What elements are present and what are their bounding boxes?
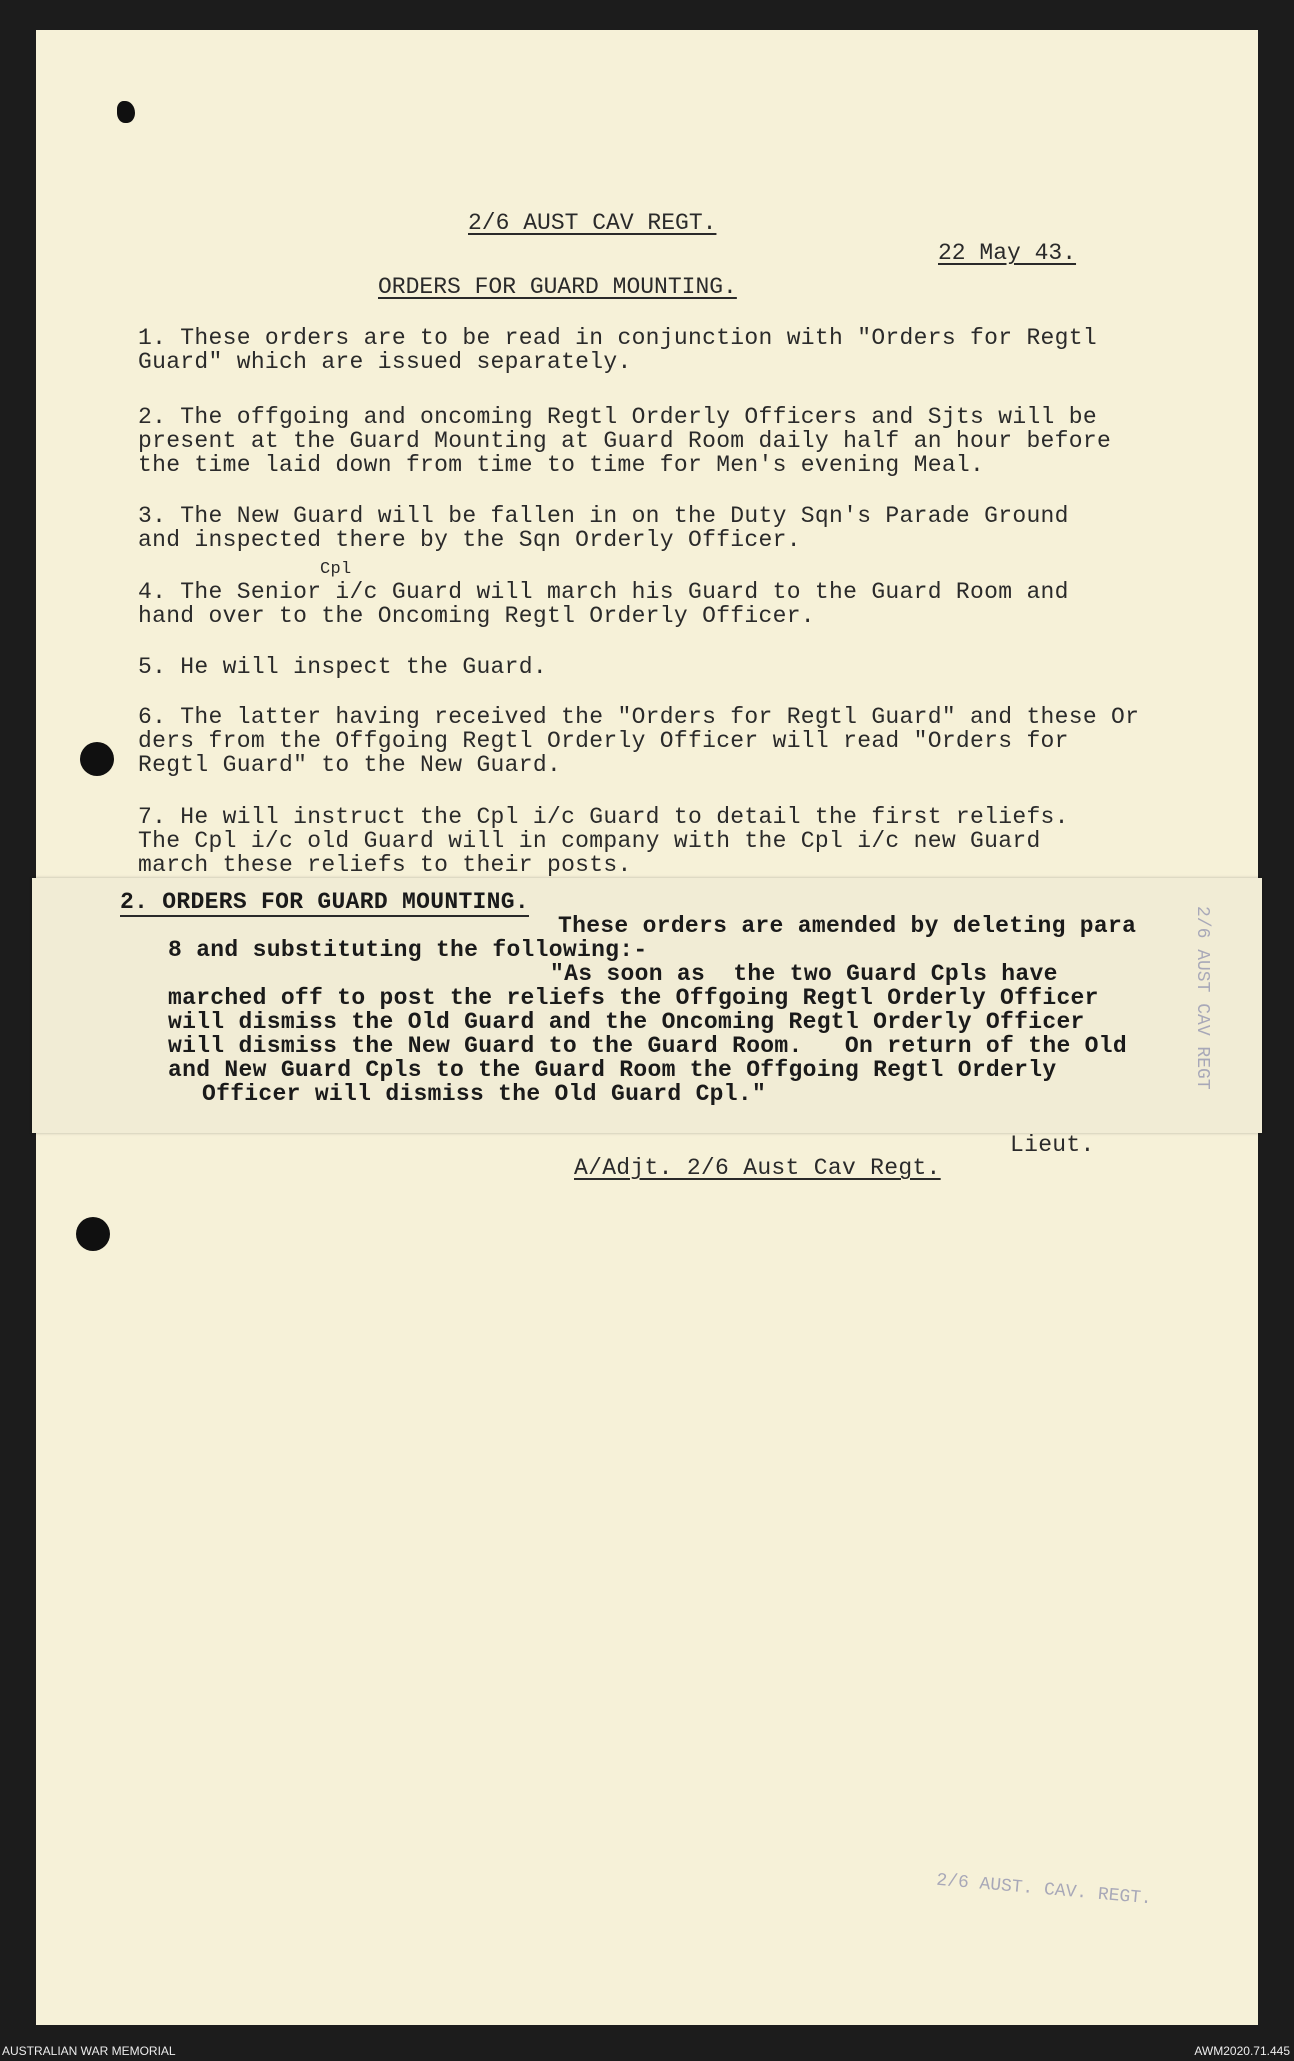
paragraph-3-line-1: 3. The New Guard will be fallen in on the Duty Sqn's Parade Ground [138,503,1069,529]
footer-source: AUSTRALIAN WAR MEMORIAL [2,2044,176,2058]
amendment-line-6: will dismiss the New Guard to the Guard Room. On return of the Old [168,1033,1127,1059]
bottom-stamp: 2/6 AUST. CAV. REGT. [935,1870,1153,1910]
amendment-line-2: 8 and substituting the following:- [168,937,648,963]
side-stamp: 2/6 AUST CAV REGT [1192,906,1212,1090]
amendment-heading: 2. ORDERS FOR GUARD MOUNTING. [120,889,529,915]
amendment-line-3: "As soon as the two Guard Cpls have [550,961,1058,987]
footer-accession: AWM2020.71.445 [1194,2044,1290,2058]
amendment-slip [32,878,1262,1133]
page-title: ORDERS FOR GUARD MOUNTING. [378,274,737,300]
paragraph-6-line-1: 6. The latter having received the "Orders for Regtl Guard" and these Or [138,704,1140,730]
ink-mark [117,101,135,123]
paragraph-5: 5. He will inspect the Guard. [138,654,547,680]
paragraph-7-line-3: march these reliefs to their posts. [138,852,632,878]
paragraph-4-line-1: 4. The Senior i/c Guard will march his Guard to the Guard Room and [138,579,1069,605]
amendment-line-4: marched off to post the reliefs the Offgoing Regtl Orderly Officer [168,985,1099,1011]
amendment-line-5: will dismiss the Old Guard and the Oncoming Regtl Orderly Officer [168,1009,1085,1035]
paragraph-2-line-2: present at the Guard Mounting at Guard Room daily half an hour before [138,428,1112,454]
paragraph-1-line-1: 1. These orders are to be read in conjunction with "Orders for Regtl [138,325,1097,351]
binding-hole-top [80,742,114,776]
paragraph-6-line-3: Regtl Guard" to the New Guard. [138,752,562,778]
paragraph-4-line-2: hand over to the Oncoming Regtl Orderly Officer. [138,603,815,629]
signature-rank: Lieut. [1010,1132,1095,1158]
amendment-line-1: These orders are amended by deleting para [558,913,1137,939]
paragraph-6-line-2: ders from the Offgoing Regtl Orderly Officer will read "Orders for [138,728,1069,754]
paragraph-7-line-2: The Cpl i/c old Guard will in company with the Cpl i/c new Guard [138,828,1041,854]
paragraph-2-line-3: the time laid down from time to time for Men's evening Meal. [138,452,985,478]
signature-appointment: A/Adjt. 2/6 Aust Cav Regt. [574,1155,941,1181]
paragraph-2-line-1: 2. The offgoing and oncoming Regtl Orderly Officers and Sjts will be [138,404,1097,430]
binding-hole-bottom [76,1217,110,1251]
document-date: 22 May 43. [938,240,1077,266]
handwritten-insert: Cpl [320,560,352,579]
unit-heading: 2/6 AUST CAV REGT. [468,210,717,236]
amendment-line-8: Officer will dismiss the Old Guard Cpl." [202,1081,767,1107]
paragraph-7-line-1: 7. He will instruct the Cpl i/c Guard to detail the first reliefs. [138,804,1069,830]
paragraph-3-line-2: and inspected there by the Sqn Orderly Officer. [138,527,801,553]
amendment-line-7: and New Guard Cpls to the Guard Room the Offgoing Regtl Orderly [168,1057,1057,1083]
paragraph-1-line-2: Guard" which are issued separately. [138,349,632,375]
